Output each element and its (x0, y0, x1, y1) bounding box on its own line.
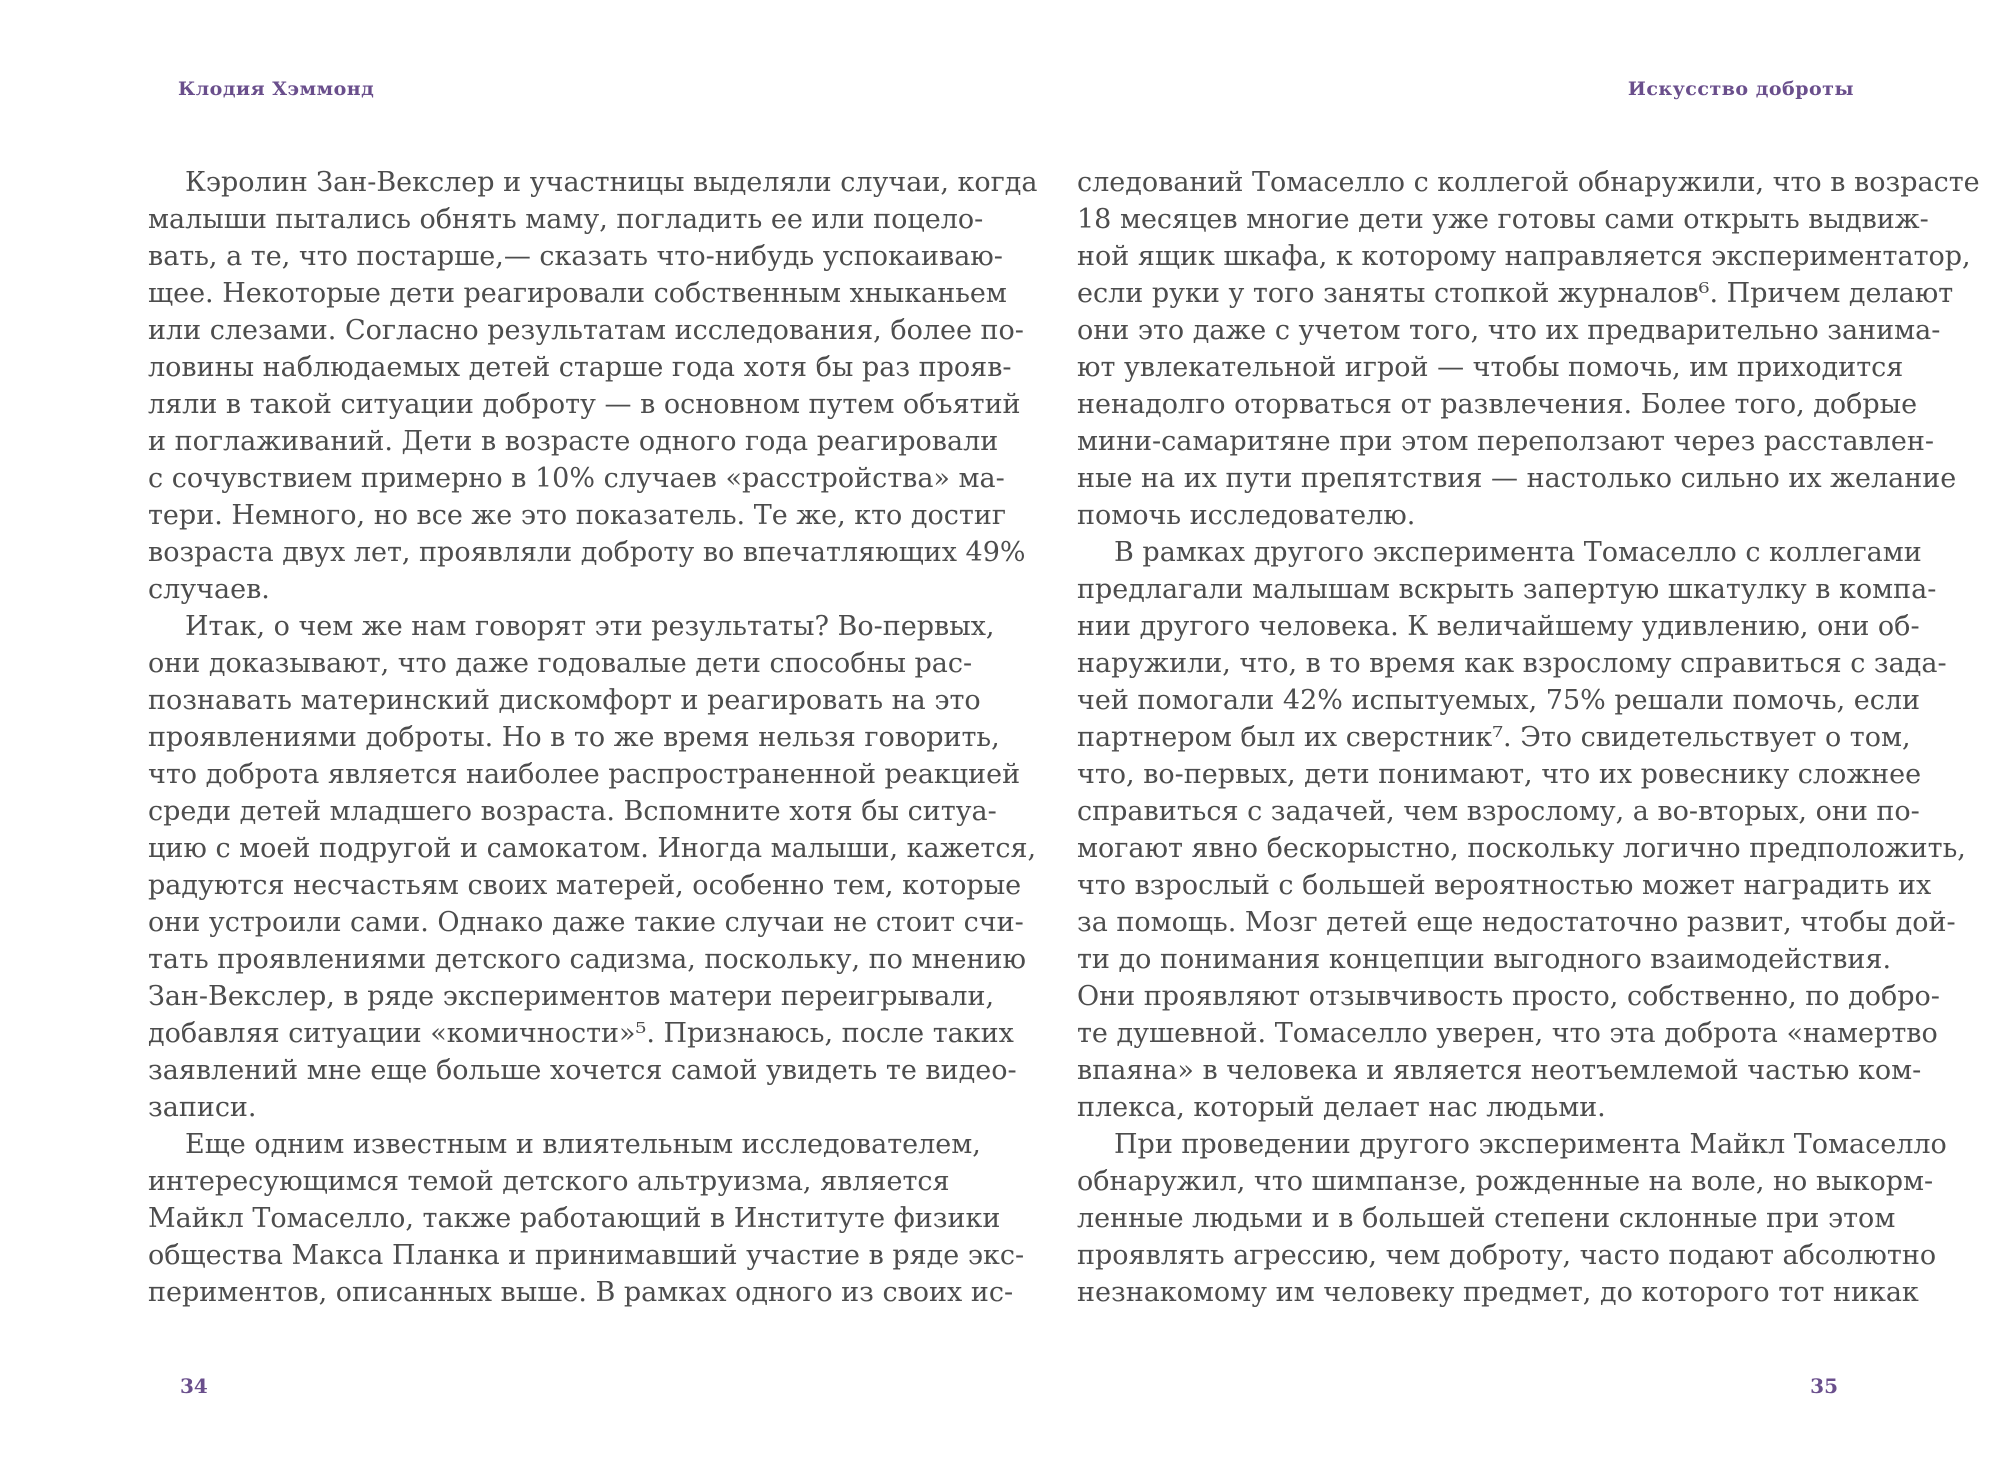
text-line: если руки у того заняты стопкой журналов⁶. Причем делают (1077, 278, 1954, 309)
text-line: ловины наблюдаемых детей старше года хотя бы раз прояв- (148, 352, 1012, 383)
text-line: ти до понимания концепции выгодного взаимодействия. (1077, 944, 1892, 975)
text-line: плекса, который делает нас людьми. (1077, 1092, 1606, 1123)
text-line: что, во-первых, дети понимают, что их ровеснику сложнее (1077, 759, 1922, 790)
text-line: тать проявлениями детского садизма, поскольку, по мнению (148, 944, 1026, 975)
text-line: они это даже с учетом того, что их предварительно занима- (1077, 315, 1941, 346)
text-line: возраста двух лет, проявляли доброту во впечатляющих 49% (148, 537, 1026, 568)
text-line: чей помогали 42% испытуемых, 75% решали помочь, если (1077, 685, 1921, 716)
text-line: с сочувствием примерно в 10% случаев «расстройства» ма- (148, 463, 1005, 494)
text-line: проявлять агрессию, чем доброту, часто подают абсолютно (1077, 1240, 1937, 1271)
text-line: следований Томаселло с коллегой обнаружили, что в возрасте (1077, 167, 1980, 198)
text-line: что взрослый с большей вероятностью может наградить их (1077, 870, 1932, 901)
text-line: могают явно бескорыстно, поскольку логично предположить, (1077, 833, 1966, 864)
text-line: случаев. (148, 574, 270, 605)
text-line: помочь исследователю. (1077, 500, 1416, 531)
text-line: ной ящик шкафа, к которому направляется экспериментатор, (1077, 241, 1971, 272)
text-line: и поглаживаний. Дети в возрасте одного года реагировали (148, 426, 999, 457)
left-running-head: Клодия Хэммонд (178, 78, 375, 100)
right-page-number: 35 (1810, 1374, 1838, 1398)
text-line: малыши пытались обнять маму, погладить ее или поцело- (148, 204, 984, 235)
text-line: ненадолго оторваться от развлечения. Более того, добрые (1077, 389, 1918, 420)
text-line: познавать материнский дискомфорт и реагировать на это (148, 685, 981, 716)
text-line: проявлениями доброты. Но в то же время нельзя говорить, (148, 722, 1000, 753)
right-page (1000, 0, 2000, 1468)
text-line: ленные людьми и в большей степени склонные при этом (1077, 1203, 1896, 1234)
text-line: 18 месяцев многие дети уже готовы сами открыть выдвиж- (1077, 204, 1929, 235)
text-line: Зан-Векслер, в ряде экспериментов матери переигрывали, (148, 981, 995, 1012)
text-line: мини-самаритяне при этом переползают через расставлен- (1077, 426, 1934, 457)
text-line: те душевной. Томаселло уверен, что эта доброта «намертво (1077, 1018, 1938, 1049)
text-line: предлагали малышам вскрыть запертую шкатулку в компа- (1077, 574, 1937, 605)
text-line: они доказывают, что даже годовалые дети способны рас- (148, 648, 973, 679)
text-line: Еще одним известным и влиятельным исследователем, (185, 1129, 981, 1160)
text-line: ные на их пути препятствия — настолько сильно их желание (1077, 463, 1957, 494)
text-line: что доброта является наиболее распространенной реакцией (148, 759, 1021, 790)
left-page-text (148, 164, 1038, 1311)
left-page-number: 34 (180, 1374, 208, 1398)
right-running-head: Искусство доброты (1627, 78, 1854, 100)
text-line: При проведении другого эксперимента Майкл Томаселло (1114, 1129, 1947, 1160)
text-line: за помощь. Мозг детей еще недостаточно развит, чтобы дой- (1077, 907, 1956, 938)
text-line: ляли в такой ситуации доброту — в основном путем объятий (148, 389, 1021, 420)
text-line: щее. Некоторые дети реагировали собственным хныканьем (148, 278, 1007, 309)
text-line: Кэролин Зан-Векслер и участницы выделяли случаи, когда (185, 167, 1038, 198)
text-line: Итак, о чем же нам говорят эти результаты? Во-первых, (185, 611, 995, 642)
text-line: интересующимся темой детского альтруизма, является (148, 1166, 950, 1197)
text-line: наружили, что, в то время как взрослому справиться с зада- (1077, 648, 1947, 679)
text-line: добавляя ситуации «комичности»⁵. Признаюсь, после таких (148, 1018, 1014, 1049)
text-line: обнаружил, что шимпанзе, рожденные на воле, но выкорм- (1077, 1166, 1934, 1197)
text-line: впаяна» в человека и является неотъемлемой частью ком- (1077, 1055, 1922, 1086)
text-line: ют увлекательной игрой — чтобы помочь, им приходится (1077, 352, 1904, 383)
text-line: записи. (148, 1092, 257, 1123)
text-line: справиться с задачей, чем взрослому, а во-вторых, они по- (1077, 796, 1920, 827)
text-line: они устроили сами. Однако даже такие случаи не стоит счи- (148, 907, 1024, 938)
text-line: цию с моей подругой и самокатом. Иногда малыши, кажется, (148, 833, 1037, 864)
text-line: нии другого человека. К величайшему удивлению, они об- (1077, 611, 1920, 642)
text-line: незнакомому им человеку предмет, до которого тот никак (1077, 1277, 1919, 1308)
text-line: среди детей младшего возраста. Вспомните хотя бы ситуа- (148, 796, 997, 827)
text-line: партнером был их сверстник⁷. Это свидетельствует о том, (1077, 722, 1911, 753)
text-line: Они проявляют отзывчивость просто, собственно, по добро- (1077, 981, 1940, 1012)
text-line: или слезами. Согласно результатам исследования, более по- (148, 315, 1024, 346)
text-line: общества Макса Планка и принимавший участие в ряде экс- (148, 1240, 1025, 1271)
text-line: вать, а те, что постарше,— сказать что-нибудь успокаиваю- (148, 241, 1003, 272)
text-line: Майкл Томаселло, также работающий в Институте физики (148, 1203, 1001, 1234)
text-line: В рамках другого эксперимента Томаселло с коллегами (1114, 537, 1922, 568)
text-line: радуются несчастьям своих матерей, особенно тем, которые (148, 870, 1022, 901)
text-line: периментов, описанных выше. В рамках одного из своих ис- (148, 1277, 1014, 1308)
text-line: тери. Немного, но все же это показатель. Те же, кто достиг (148, 500, 1006, 531)
right-page-text (1077, 164, 1980, 1311)
text-line: заявлений мне еще больше хочется самой увидеть те видео- (148, 1055, 1017, 1086)
